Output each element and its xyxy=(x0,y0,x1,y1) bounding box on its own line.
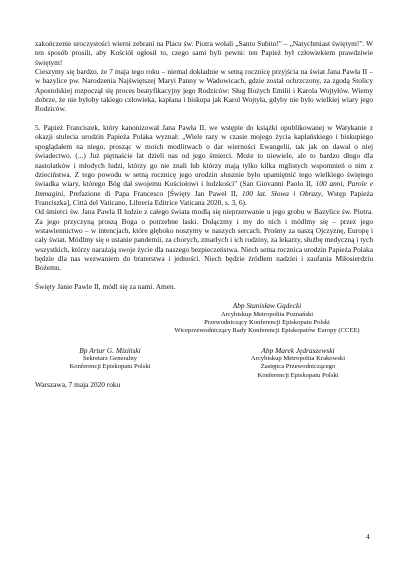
signature-right-line3: Konferencji Episkopatu Polski xyxy=(257,371,339,379)
signature-main xyxy=(161,301,373,335)
signature-row xyxy=(35,346,373,380)
closing-prayer: Święty Janie Pawle II, módl się za nami. Amen. xyxy=(35,282,176,292)
signature-right xyxy=(223,346,373,380)
signature-main-name: Abp Stanisław Gądecki xyxy=(232,301,302,311)
signature-right-line2: Zastępca Przewodniczącego xyxy=(260,363,336,371)
place-date: Warszawa, 7 maja 2020 roku xyxy=(35,380,121,390)
paragraph-3-mid: , Prefazione di Papa Francesco [Święty Jan Paweł II, xyxy=(63,188,242,198)
signature-main-line3: Wiceprzewodniczący Rady Konferencji Episkopatów Europy (CCEE) xyxy=(174,327,360,335)
signature-left-name: Bp Artur G. Miziński xyxy=(79,345,141,355)
signature-right-name: Abp Marek Jędraszewski xyxy=(261,345,335,355)
paragraph-3-text: 5. Papież Franciszek, który kanonizował Jana Pawła II, we wstępie do książki opublikowanej w Watykanie z okazji stulecia urodzin Papieża Polaka wyznał: „Wiele razy w czasie mojego życia kapłańskiego i biskupiego spoglądałem na niego, prosząc w moich modlitwach o dar wierności Ewangelii, tak jak on dawał o niej świadectwo. (...) Już piętnaście lat dzieli nas od jego śmierci. Może to niewiele, ale to bardzo długo dla nastolatków i młodych ludzi, którzy go nie znali lub którzy mają tylko kilka mglistych wspomnień o nim z dzieciństwa. Z tego powodu w setną rocznicę jego urodzin słusznie było upamiętnić tego wielkiego świętego świadka wiary, którego Bóg dał swojemu Kościołowi i ludzkości" (San Giovanni Paolo II, xyxy=(35,123,373,189)
signature-main-line1: Arcybiskup Metropolita Poznański xyxy=(220,310,314,318)
signature-left xyxy=(35,346,185,380)
signature-left-line1: Sekretarz Generalny xyxy=(82,355,137,362)
signature-right-line1: Arcybiskup Metropolita Krakowski xyxy=(250,355,346,362)
paragraph-3-end: , Wstęp Papieża Franciszka], Città del Vaticano, Libreria Editrice Vaticana 2020, s. 3, 6). xyxy=(35,188,373,207)
paragraph-4: Od śmierci św. Jana Pawła II ludzie z całego świata modlą się nieprzerwanie u jego grobu w Bazylice św. Piotra. Za jego przyczyną proszą Boga o potrzebne łaski. Dołączmy i my do nich i módlmy się – przez jego wstawiennictwo – w intencjach, które głęboko noszymy w naszych sercach. Prośmy za naszą Ojczyznę, Europę i cały świat. Módlmy się o ustanie pandemii, za chorych, zmarłych i ich rodziny, za lekarzy, służbę medyczną i tych wszystkich, którzy narażają swoje życie dla naszego bezpieczeństwa. Niech setna rocznica urodzin Papieża Polaka będzie dla nas wezwaniem do braterstwa i jedności. Niech będzie źródłem nadziei i zaufania Miłosierdziu Bożemu. xyxy=(35,207,373,273)
signature-left-line2: Konferencji Episkopatu Polski xyxy=(69,363,151,371)
book-title-polish: 100 lat. Słowa i Obrazy xyxy=(241,188,322,198)
page-number: 4 xyxy=(366,532,370,541)
paragraph-1: zakończenie uroczystości wierni zebrani na Placu św. Piotra wołali „Santo Subito!" – „Natychmiast świętym!". W ten sposób prosili, aby Kościół ogłosił to, czego sami byli pewni: ten Papież był człowiekiem prawdziwie świętym! xyxy=(35,39,373,67)
letter-body xyxy=(35,39,373,390)
book-title-italian: 100 anni, Parole e Immagini xyxy=(35,179,374,198)
paragraph-3 xyxy=(35,123,373,207)
paragraph-2: Cieszymy się bardzo, że 7 maja tego roku – niemal dokładnie w setną rocznicę przyjścia na świat Jana Pawła II – w bazylice pw. Narodzenia Najświętszej Maryi Panny w Wadowicach, gdzie został ochrzczony, za zgodą Stolicy Apostolskiej rozpoczął się proces beatyfikacyjny jego Rodziców: Sług Bożych Emilii i Karola Wojtyłów. Wiemy dobrze, że nie byłoby takiego człowieka, kapłana i biskupa jak Karol Wojtyła, gdyby nie było wielkiej wiary jego Rodziców. xyxy=(35,67,373,114)
signature-main-line2: Przewodniczący Konferencji Episkopatu Polski xyxy=(204,318,330,326)
